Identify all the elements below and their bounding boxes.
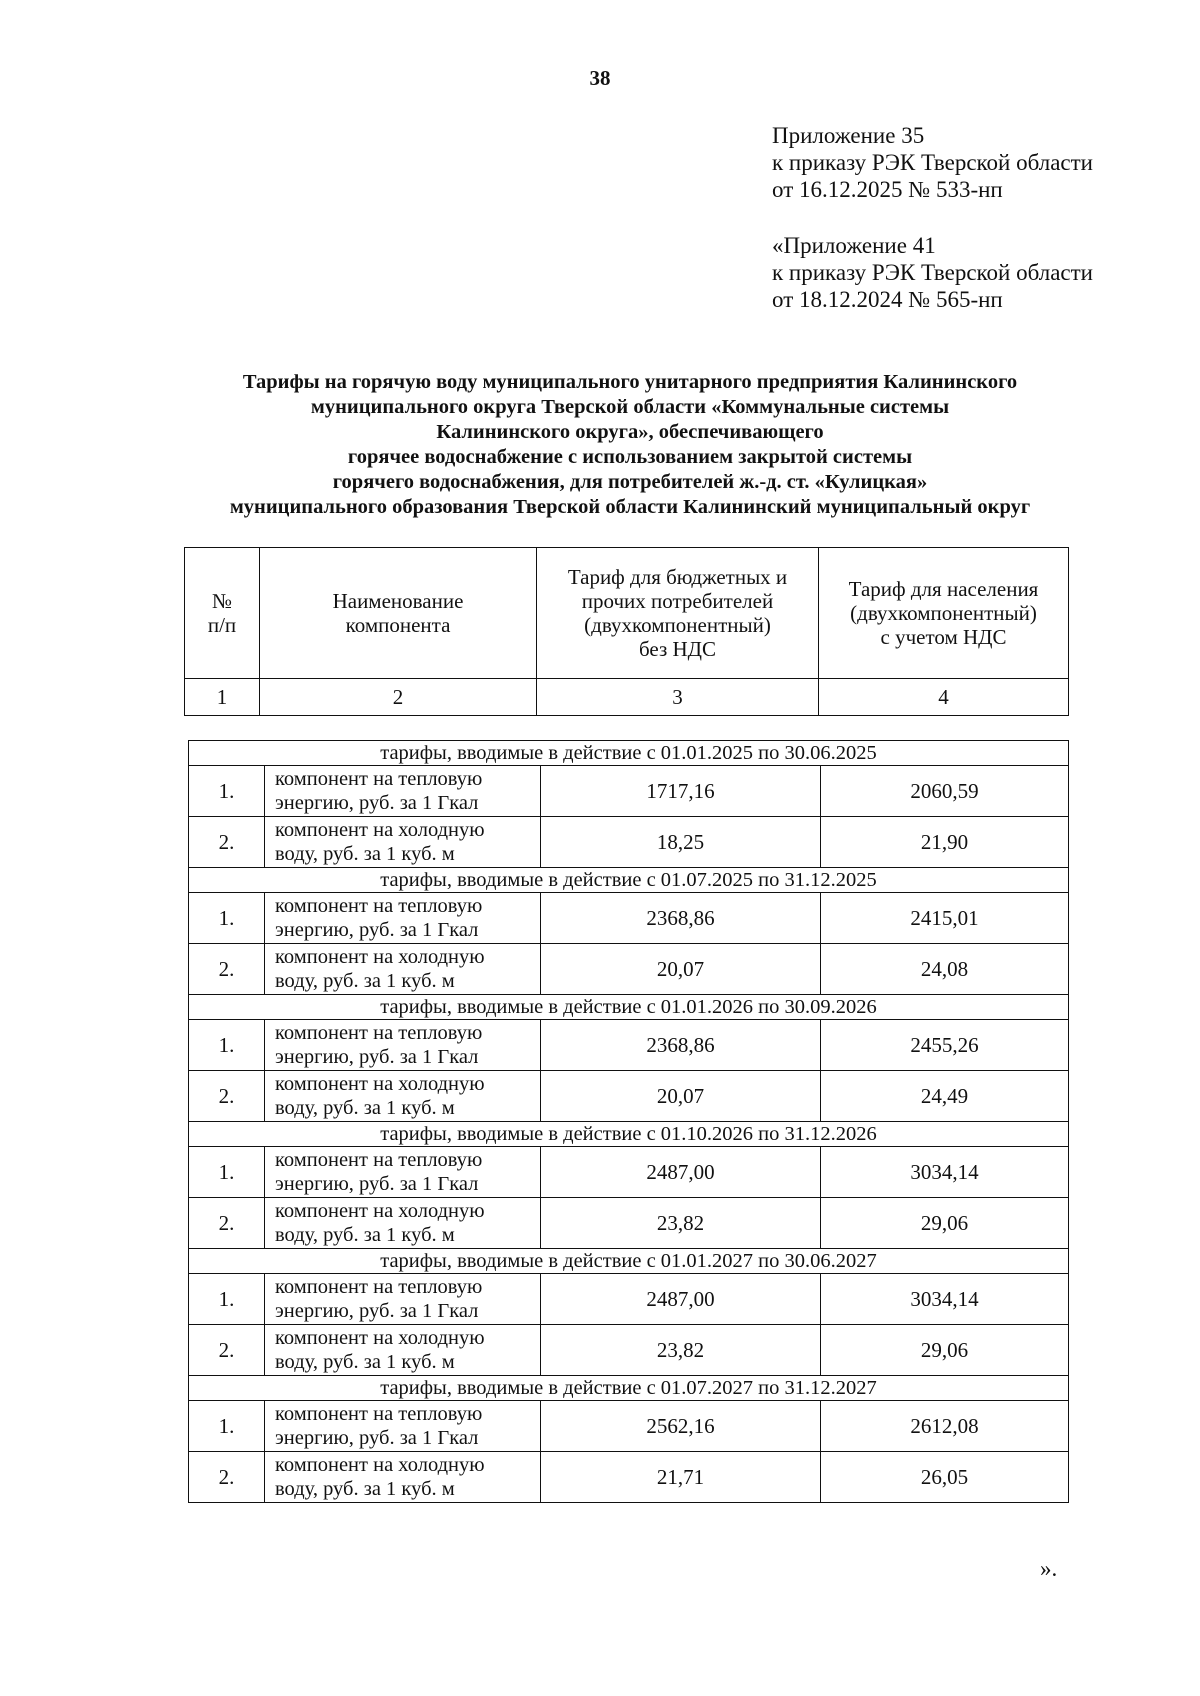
row-number: 1.	[189, 1020, 265, 1071]
column-number: 3	[537, 679, 819, 716]
row-number: 2.	[189, 1325, 265, 1376]
component-name	[265, 1147, 541, 1198]
header-text: Наименование	[332, 589, 464, 613]
column-number: 1	[185, 679, 260, 716]
component-name-line: энергию, руб. за 1 Гкал	[275, 919, 479, 941]
component-name-line: компонент на холодную	[275, 946, 485, 968]
population-tariff: 29,06	[821, 1198, 1069, 1249]
component-name	[265, 1020, 541, 1071]
period-label: тарифы, вводимые в действие с 01.07.2027 по 31.12.2027	[189, 1376, 1069, 1401]
component-name-line: энергию, руб. за 1 Гкал	[275, 1173, 479, 1195]
budget-tariff: 23,82	[541, 1198, 821, 1249]
period-row	[189, 1249, 1069, 1274]
period-label: тарифы, вводимые в действие с 01.01.2027 по 30.06.2027	[189, 1249, 1069, 1274]
row-number: 1.	[189, 1147, 265, 1198]
component-name	[265, 1401, 541, 1452]
population-tariff: 2060,59	[821, 766, 1069, 817]
appendix-current	[772, 122, 1093, 203]
tariff-row	[189, 817, 1069, 868]
appendix-current-line1: Приложение 35	[772, 123, 925, 148]
population-tariff: 21,90	[821, 817, 1069, 868]
component-name-line: воду, руб. за 1 куб. м	[275, 1351, 455, 1373]
appendix-original	[772, 232, 1093, 313]
budget-tariff: 2368,86	[541, 1020, 821, 1071]
component-name	[265, 893, 541, 944]
appendix-current-line3: от 16.12.2025 № 533-нп	[772, 177, 1003, 202]
population-tariff: 24,08	[821, 944, 1069, 995]
header-text: (двухкомпонентный)	[850, 601, 1037, 625]
header-col-name	[260, 548, 537, 679]
row-number: 1.	[189, 1274, 265, 1325]
appendix-original-line1: «Приложение 41	[772, 233, 936, 258]
column-number-row	[185, 679, 1069, 716]
component-name	[265, 1325, 541, 1376]
tariff-row	[189, 1147, 1069, 1198]
header-col-budget	[537, 548, 819, 679]
closing-quote: ».	[1040, 1556, 1058, 1581]
budget-tariff: 2487,00	[541, 1147, 821, 1198]
period-label: тарифы, вводимые в действие с 01.01.2025 по 30.06.2025	[189, 741, 1069, 766]
column-number: 2	[260, 679, 537, 716]
header-text: прочих потребителей	[581, 589, 774, 613]
tariff-row	[189, 893, 1069, 944]
tariff-row	[189, 944, 1069, 995]
row-number: 1.	[189, 766, 265, 817]
period-row	[189, 1122, 1069, 1147]
budget-tariff: 2487,00	[541, 1274, 821, 1325]
population-tariff: 2415,01	[821, 893, 1069, 944]
population-tariff: 3034,14	[821, 1147, 1069, 1198]
header-text: Тариф для бюджетных и	[567, 565, 788, 589]
population-tariff: 2455,26	[821, 1020, 1069, 1071]
tariff-row	[189, 766, 1069, 817]
component-name-line: энергию, руб. за 1 Гкал	[275, 792, 479, 814]
component-name-line: компонент на тепловую	[275, 1022, 483, 1044]
title-line: горячее водоснабжение с использованием закрытой системы	[347, 446, 913, 468]
tariff-data-body	[189, 741, 1069, 1503]
period-row	[189, 1376, 1069, 1401]
period-row	[189, 868, 1069, 893]
component-name-line: компонент на тепловую	[275, 768, 483, 790]
population-tariff: 26,05	[821, 1452, 1069, 1503]
header-text: №	[211, 589, 233, 613]
budget-tariff: 2368,86	[541, 893, 821, 944]
period-label: тарифы, вводимые в действие с 01.01.2026 по 30.09.2026	[189, 995, 1069, 1020]
row-number: 2.	[189, 944, 265, 995]
tariff-header-table	[184, 547, 1069, 716]
column-number: 4	[819, 679, 1069, 716]
header-text: Тариф для населения	[848, 577, 1039, 601]
tariff-row	[189, 1401, 1069, 1452]
component-name	[265, 944, 541, 995]
budget-tariff: 23,82	[541, 1325, 821, 1376]
component-name-line: воду, руб. за 1 куб. м	[275, 1478, 455, 1500]
tariff-row	[189, 1020, 1069, 1071]
header-row	[185, 548, 1069, 679]
row-number: 2.	[189, 1452, 265, 1503]
component-name	[265, 1274, 541, 1325]
period-row	[189, 995, 1069, 1020]
title-line: муниципального образования Тверской области Калининский муниципальный округ	[229, 496, 1031, 518]
tariff-row	[189, 1071, 1069, 1122]
header-text: без НДС	[638, 637, 717, 661]
component-name	[265, 766, 541, 817]
row-number: 2.	[189, 1071, 265, 1122]
title-line: муниципального округа Тверской области «Коммунальные системы	[310, 396, 950, 418]
component-name-line: компонент на холодную	[275, 819, 485, 841]
title-line: горячего водоснабжения, для потребителей ж.-д. ст. «Кулицкая»	[332, 471, 928, 493]
population-tariff: 29,06	[821, 1325, 1069, 1376]
tariff-data-table	[188, 740, 1069, 1503]
budget-tariff: 1717,16	[541, 766, 821, 817]
component-name	[265, 817, 541, 868]
component-name-line: воду, руб. за 1 куб. м	[275, 1097, 455, 1119]
component-name-line: компонент на тепловую	[275, 1276, 483, 1298]
component-name-line: воду, руб. за 1 куб. м	[275, 970, 455, 992]
component-name	[265, 1071, 541, 1122]
document-title	[180, 370, 1080, 520]
budget-tariff: 20,07	[541, 1071, 821, 1122]
population-tariff: 2612,08	[821, 1401, 1069, 1452]
budget-tariff: 20,07	[541, 944, 821, 995]
header-text: п/п	[207, 613, 237, 637]
header-col-population	[819, 548, 1069, 679]
title-line: Тарифы на горячую воду муниципального унитарного предприятия Калининского	[242, 371, 1018, 393]
population-tariff: 3034,14	[821, 1274, 1069, 1325]
row-number: 1.	[189, 1401, 265, 1452]
header-text: с учетом НДС	[880, 625, 1007, 649]
tariff-row	[189, 1198, 1069, 1249]
component-name	[265, 1452, 541, 1503]
tariff-row	[189, 1274, 1069, 1325]
component-name-line: энергию, руб. за 1 Гкал	[275, 1046, 479, 1068]
component-name	[265, 1198, 541, 1249]
page-number: 38	[589, 66, 611, 90]
tariff-row	[189, 1325, 1069, 1376]
header-col-number	[185, 548, 260, 679]
tariff-row	[189, 1452, 1069, 1503]
appendix-original-line3: от 18.12.2024 № 565-нп	[772, 287, 1003, 312]
row-number: 1.	[189, 893, 265, 944]
row-number: 2.	[189, 1198, 265, 1249]
component-name-line: воду, руб. за 1 куб. м	[275, 1224, 455, 1246]
header-text: компонента	[345, 613, 451, 637]
appendix-current-line2: к приказу РЭК Тверской области	[772, 150, 1093, 175]
component-name-line: энергию, руб. за 1 Гкал	[275, 1427, 479, 1449]
component-name-line: компонент на холодную	[275, 1454, 485, 1476]
component-name-line: компонент на тепловую	[275, 1403, 483, 1425]
component-name-line: энергию, руб. за 1 Гкал	[275, 1300, 479, 1322]
period-label: тарифы, вводимые в действие с 01.07.2025 по 31.12.2025	[189, 868, 1069, 893]
period-label: тарифы, вводимые в действие с 01.10.2026 по 31.12.2026	[189, 1122, 1069, 1147]
row-number: 2.	[189, 817, 265, 868]
component-name-line: компонент на тепловую	[275, 1149, 483, 1171]
component-name-line: компонент на холодную	[275, 1327, 485, 1349]
title-line: Калининского округа», обеспечивающего	[436, 421, 824, 443]
component-name-line: компонент на холодную	[275, 1073, 485, 1095]
budget-tariff: 2562,16	[541, 1401, 821, 1452]
budget-tariff: 21,71	[541, 1452, 821, 1503]
component-name-line: компонент на холодную	[275, 1200, 485, 1222]
population-tariff: 24,49	[821, 1071, 1069, 1122]
header-text: (двухкомпонентный)	[584, 613, 771, 637]
period-row	[189, 741, 1069, 766]
budget-tariff: 18,25	[541, 817, 821, 868]
appendix-original-line2: к приказу РЭК Тверской области	[772, 260, 1093, 285]
component-name-line: воду, руб. за 1 куб. м	[275, 843, 455, 865]
component-name-line: компонент на тепловую	[275, 895, 483, 917]
